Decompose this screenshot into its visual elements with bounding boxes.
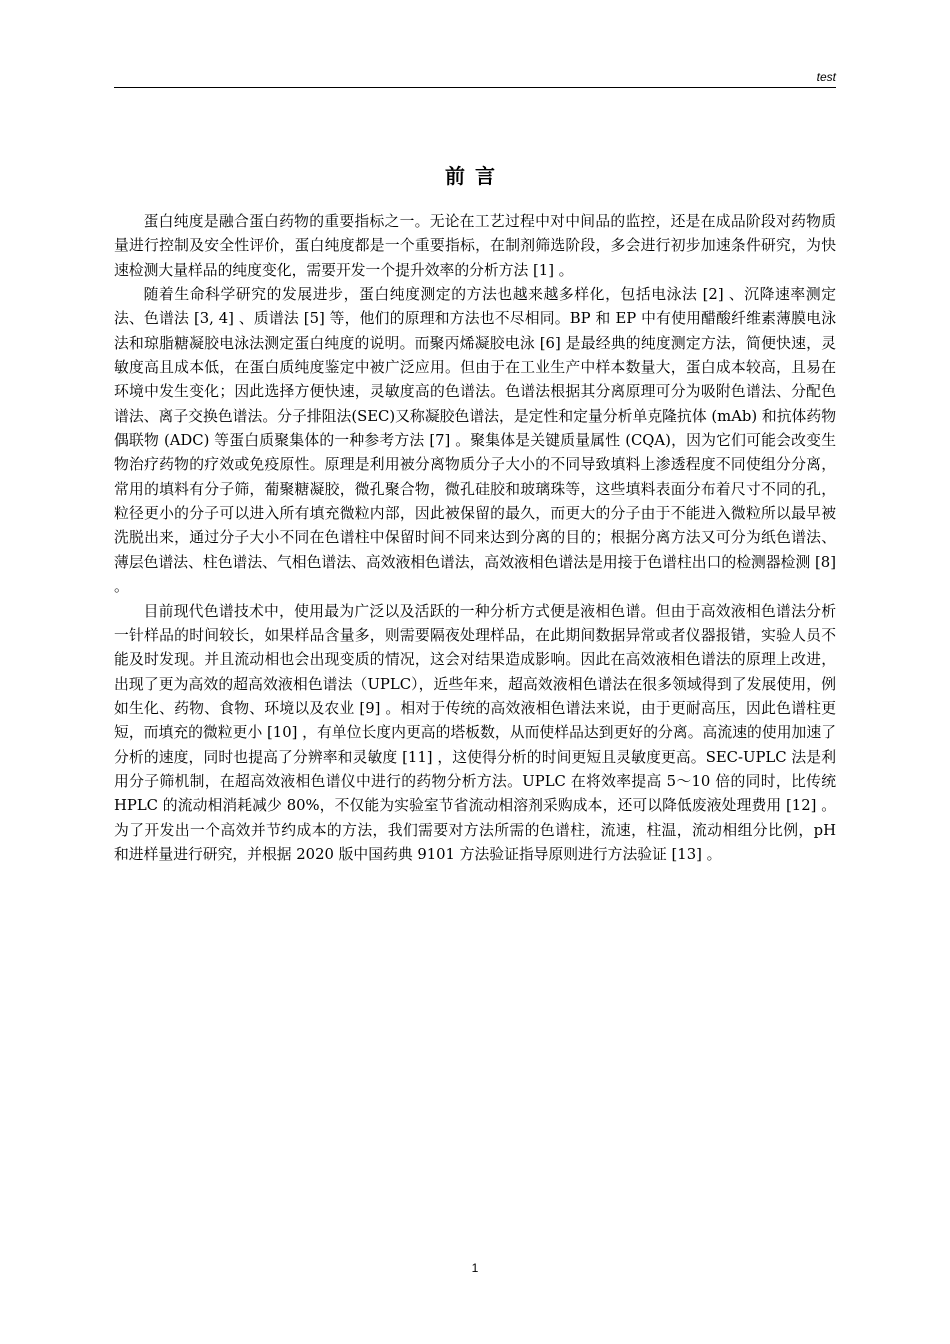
body-paragraph: 随着生命科学研究的发展进步，蛋白纯度测定的方法也越来越多样化，包括电泳法 [2] 、沉降速率测定法、色谱法 [3, 4] 、质谱法 [5] 等，他们的原理和方法也不尽相同。BP 和 EP 中有使用醋酸纤维素薄膜电泳法和琼脂糖凝胶电泳法测定蛋白纯度的说明。而聚丙烯凝胶电泳 [6] 是最经典的纯度测定方法，简便快速，灵敏度高且成本低，在蛋白质纯度鉴定中被广泛应用。但由于在工业生产中样本数量大，蛋白成本较高，且易在环境中发生变化；因此选择方便快速，灵敏度高的色谱法。色谱法根据其分离原理可分为吸附色谱法、分配色谱法、离子交换色谱法。分子排阻法(SEC)又称凝胶色谱法，是定性和定量分析单克隆抗体 (mAb) 和抗体药物偶联物 (ADC) 等蛋白质聚集体的一种参考方法 [7] 。聚集体是关键质量属性 (CQA)，因为它们可能会改变生物治疗药物的疗效或免疫原性。原理是利用被分离物质分子大小的不同导致填料上渗透程度不同使组分分离，常用的填料有分子筛，葡聚糖凝胶，微孔聚合物，微孔硅胶和玻璃珠等，这些填料表面分布着尺寸不同的孔，粒径更小的分子可以进入所有填充微粒内部，因此被保留的最久，而更大的分子由于不能进入微粒所以最早被洗脱出来，通过分子大小不同在色谱柱中保留时间不同来达到分离的目的；根据分离方法又可分为纸色谱法、薄层色谱法、柱色谱法、气相色谱法、高效液相色谱法，高效液相色谱法是用接于色谱柱出口的检测器检测 [8] 。 [114,286,836,596]
header-divider [114,87,836,88]
running-header: test [816,70,836,84]
body-paragraph: 蛋白纯度是融合蛋白药物的重要指标之一。无论在工艺过程中对中间品的监控，还是在成品阶段对药物质量进行控制及安全性评价，蛋白纯度都是一个重要指标，在制剂筛选阶段，多会进行初步加速条件研究，为快速检测大量样品的纯度变化，需要开发一个提升效率的分析方法 [1] 。 [114,213,836,279]
document-body [114,210,836,867]
page-number: 1 [471,1261,479,1275]
page-title: 前言 [445,164,505,188]
body-paragraph: 目前现代色谱技术中，使用最为广泛以及活跃的一种分析方式便是液相色谱。但由于高效液相色谱法分析一针样品的时间较长，如果样品含量多，则需要隔夜处理样品，在此期间数据异常或者仪器报错，实验人员不能及时发现。并且流动相也会出现变质的情况，这会对结果造成影响。因此在高效液相色谱法的原理上改进，出现了更为高效的超高效液相色谱法（UPLC），近些年来，超高效液相色谱法在很多领域得到了发展使用，例如生化、药物、食物、环境以及农业 [9] 。相对于传统的高效液相色谱法来说，由于更耐高压，因此色谱柱更短，而填充的微粒更小 [10] ，有单位长度内更高的塔板数，从而使样品达到更好的分离。高流速的使用加速了分析的速度，同时也提高了分辨率和灵敏度 [11] ，这使得分析的时间更短且灵敏度更高。SEC-UPLC 法是利用分子筛机制，在超高效液相色谱仪中进行的药物分析方法。UPLC 在将效率提高 5～10 倍的同时，比传统 HPLC 的流动相消耗减少 80%，不仅能为实验室节省流动相溶剂采购成本，还可以降低废液处理费用 [12] 。为了开发出一个高效并节约成本的方法，我们需要对方法所需的色谱柱，流速，柱温，流动相组分比例，pH 和进样量进行研究，并根据 2020 版中国药典 9101 方法验证指导原则进行方法验证 [13] 。 [114,602,836,863]
